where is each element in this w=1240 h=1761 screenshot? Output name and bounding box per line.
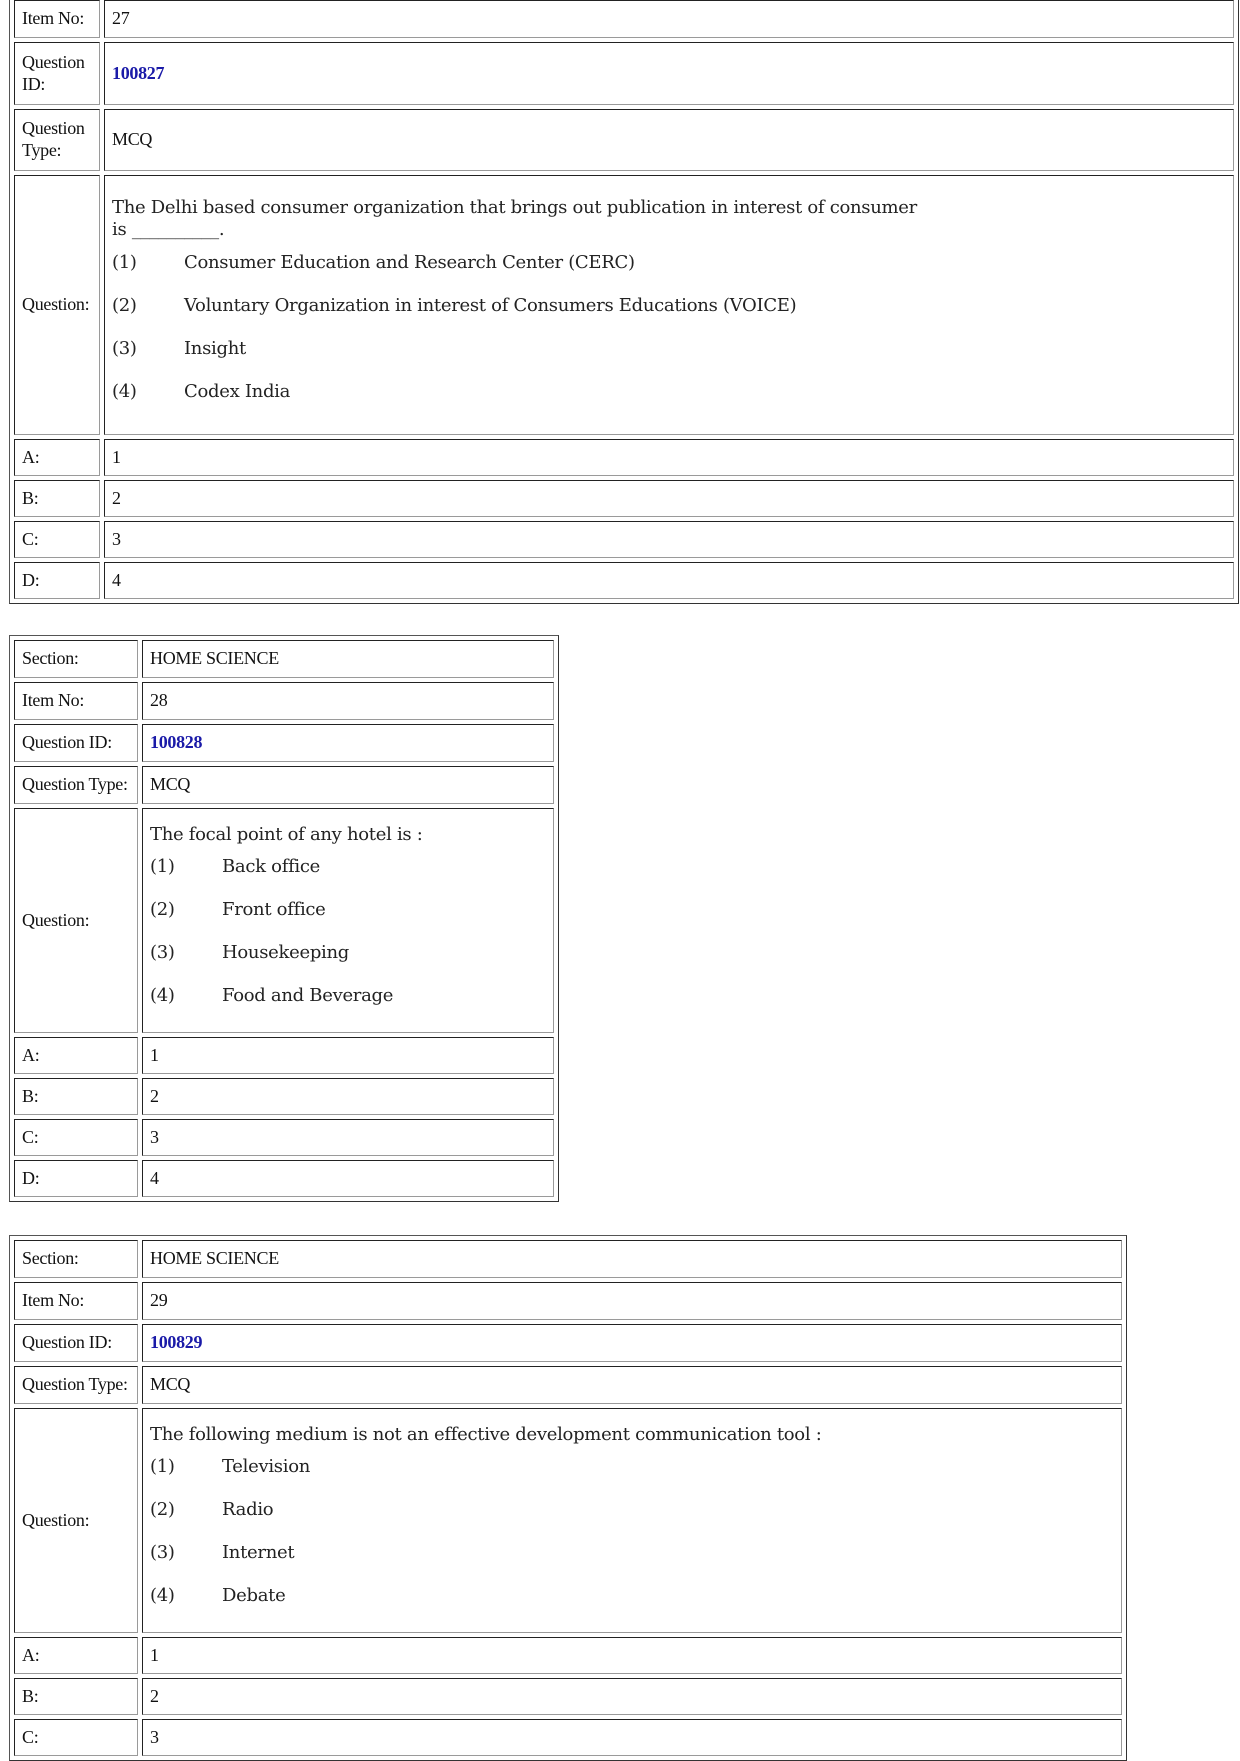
option-number: (1) <box>150 1456 175 1478</box>
question-body <box>104 175 1234 435</box>
answer-row-a <box>14 1037 554 1074</box>
question-id-label: Question ID: <box>14 1324 138 1362</box>
answer-value: 1 <box>142 1637 1122 1674</box>
option-number: (4) <box>150 1585 175 1607</box>
question-type-value: MCQ <box>142 766 554 804</box>
option-text: Television <box>222 1456 311 1478</box>
section-row <box>14 1240 1122 1278</box>
option-text: Front office <box>222 899 326 921</box>
answer-value: 1 <box>104 439 1234 476</box>
question-type-label: Question Type: <box>14 109 100 171</box>
item-no-value: 29 <box>142 1282 1122 1320</box>
question-id-label: Question ID: <box>14 724 138 762</box>
question-id-row <box>14 1324 1122 1362</box>
answer-row-b <box>14 480 1234 517</box>
question-id-value: 100829 <box>142 1324 1122 1362</box>
option-number: (4) <box>150 985 175 1007</box>
option-text: Radio <box>222 1499 274 1521</box>
answer-value: 4 <box>104 562 1234 599</box>
question-id-row <box>14 724 554 762</box>
option-number: (4) <box>112 380 137 402</box>
question-option <box>112 370 1226 413</box>
option-number: (2) <box>112 294 137 316</box>
option-text: Housekeeping <box>222 942 350 964</box>
question-row <box>14 1408 1122 1633</box>
question-type-row <box>14 109 1234 171</box>
answer-label: C: <box>14 1719 138 1756</box>
answer-value: 2 <box>142 1078 554 1115</box>
question-option <box>150 931 546 974</box>
item-no-value: 28 <box>142 682 554 720</box>
option-number: (1) <box>112 251 137 273</box>
item-no-label: Item No: <box>14 1282 138 1320</box>
answer-value: 2 <box>104 480 1234 517</box>
option-number: (3) <box>112 337 137 359</box>
item-row <box>14 0 1234 38</box>
answer-label: A: <box>14 1637 138 1674</box>
option-text: Insight <box>184 337 246 359</box>
option-number: (3) <box>150 942 175 964</box>
question-option <box>150 1574 1114 1617</box>
answer-value: 2 <box>142 1678 1122 1715</box>
question-id-value: 100827 <box>104 42 1234 105</box>
question-id-row <box>14 42 1234 105</box>
answer-row-c <box>14 521 1234 558</box>
question-label: Question: <box>14 175 100 435</box>
section-label: Section: <box>14 640 138 678</box>
question-row <box>14 808 554 1033</box>
question-body <box>142 808 554 1033</box>
option-text: Voluntary Organization in interest of Consumers Educations (VOICE) <box>184 294 797 316</box>
section-value: HOME SCIENCE <box>142 1240 1122 1278</box>
section-label: Section: <box>14 1240 138 1278</box>
question-id-label: Question ID: <box>14 42 100 105</box>
question-text-line: The focal point of any hotel is : <box>150 823 423 845</box>
question-row <box>14 175 1234 435</box>
item-no-label: Item No: <box>14 0 100 38</box>
question-body <box>142 1408 1122 1633</box>
answer-label: C: <box>14 521 100 558</box>
question-option <box>150 888 546 931</box>
section-value: HOME SCIENCE <box>142 640 554 678</box>
item-no-value: 27 <box>104 0 1234 38</box>
answer-row-c <box>14 1719 1122 1756</box>
question-type-label: Question Type: <box>14 1366 138 1404</box>
item-no-label: Item No: <box>14 682 138 720</box>
question-id-value: 100828 <box>142 724 554 762</box>
answer-label: B: <box>14 1678 138 1715</box>
item-row <box>14 682 554 720</box>
answer-label: A: <box>14 1037 138 1074</box>
question-type-value: MCQ <box>104 109 1234 171</box>
option-text: Codex India <box>184 380 291 402</box>
question-option <box>150 1488 1114 1531</box>
question-type-label: Question Type: <box>14 766 138 804</box>
question-text-line: The following medium is not an effective development communication tool : <box>150 1423 822 1445</box>
answer-label: B: <box>14 1078 138 1115</box>
option-text: Debate <box>222 1585 286 1607</box>
option-text: Consumer Education and Research Center (CERC) <box>184 251 635 273</box>
question-option <box>112 327 1226 370</box>
answer-value: 3 <box>142 1119 554 1156</box>
answer-label: C: <box>14 1119 138 1156</box>
option-number: (2) <box>150 899 175 921</box>
section-row <box>14 640 554 678</box>
option-number: (1) <box>150 856 175 878</box>
answer-value: 3 <box>104 521 1234 558</box>
question-option <box>150 1445 1114 1488</box>
answer-row-c <box>14 1119 554 1156</box>
question-type-row <box>14 1366 1122 1404</box>
answer-label: B: <box>14 480 100 517</box>
answer-row-b <box>14 1078 554 1115</box>
answer-value: 3 <box>142 1719 1122 1756</box>
option-text: Food and Beverage <box>222 985 394 1007</box>
question-option <box>112 284 1226 327</box>
answer-label: D: <box>14 562 100 599</box>
question-option <box>150 1531 1114 1574</box>
question-option <box>150 845 546 888</box>
question-table-29 <box>9 1235 1127 1761</box>
question-type-row <box>14 766 554 804</box>
option-text: Internet <box>222 1542 295 1564</box>
question-option <box>112 241 1226 284</box>
question-table-28 <box>9 635 559 1202</box>
answer-row-a <box>14 439 1234 476</box>
question-option <box>150 974 546 1017</box>
item-row <box>14 1282 1122 1320</box>
answer-row-b <box>14 1678 1122 1715</box>
answer-row-d <box>14 1160 554 1197</box>
question-type-value: MCQ <box>142 1366 1122 1404</box>
answer-label: A: <box>14 439 100 476</box>
answer-label: D: <box>14 1160 138 1197</box>
question-label: Question: <box>14 808 138 1033</box>
option-number: (2) <box>150 1499 175 1521</box>
answer-row-d <box>14 562 1234 599</box>
answer-row-a <box>14 1637 1122 1674</box>
question-text-line: The Delhi based consumer organization that brings out publication in interest of consumer <box>112 197 917 219</box>
answer-value: 1 <box>142 1037 554 1074</box>
option-number: (3) <box>150 1542 175 1564</box>
answer-value: 4 <box>142 1160 554 1197</box>
question-table-27 <box>9 0 1239 604</box>
question-label: Question: <box>14 1408 138 1633</box>
question-text-line: is __________. <box>112 219 225 240</box>
option-text: Back office <box>222 856 321 878</box>
